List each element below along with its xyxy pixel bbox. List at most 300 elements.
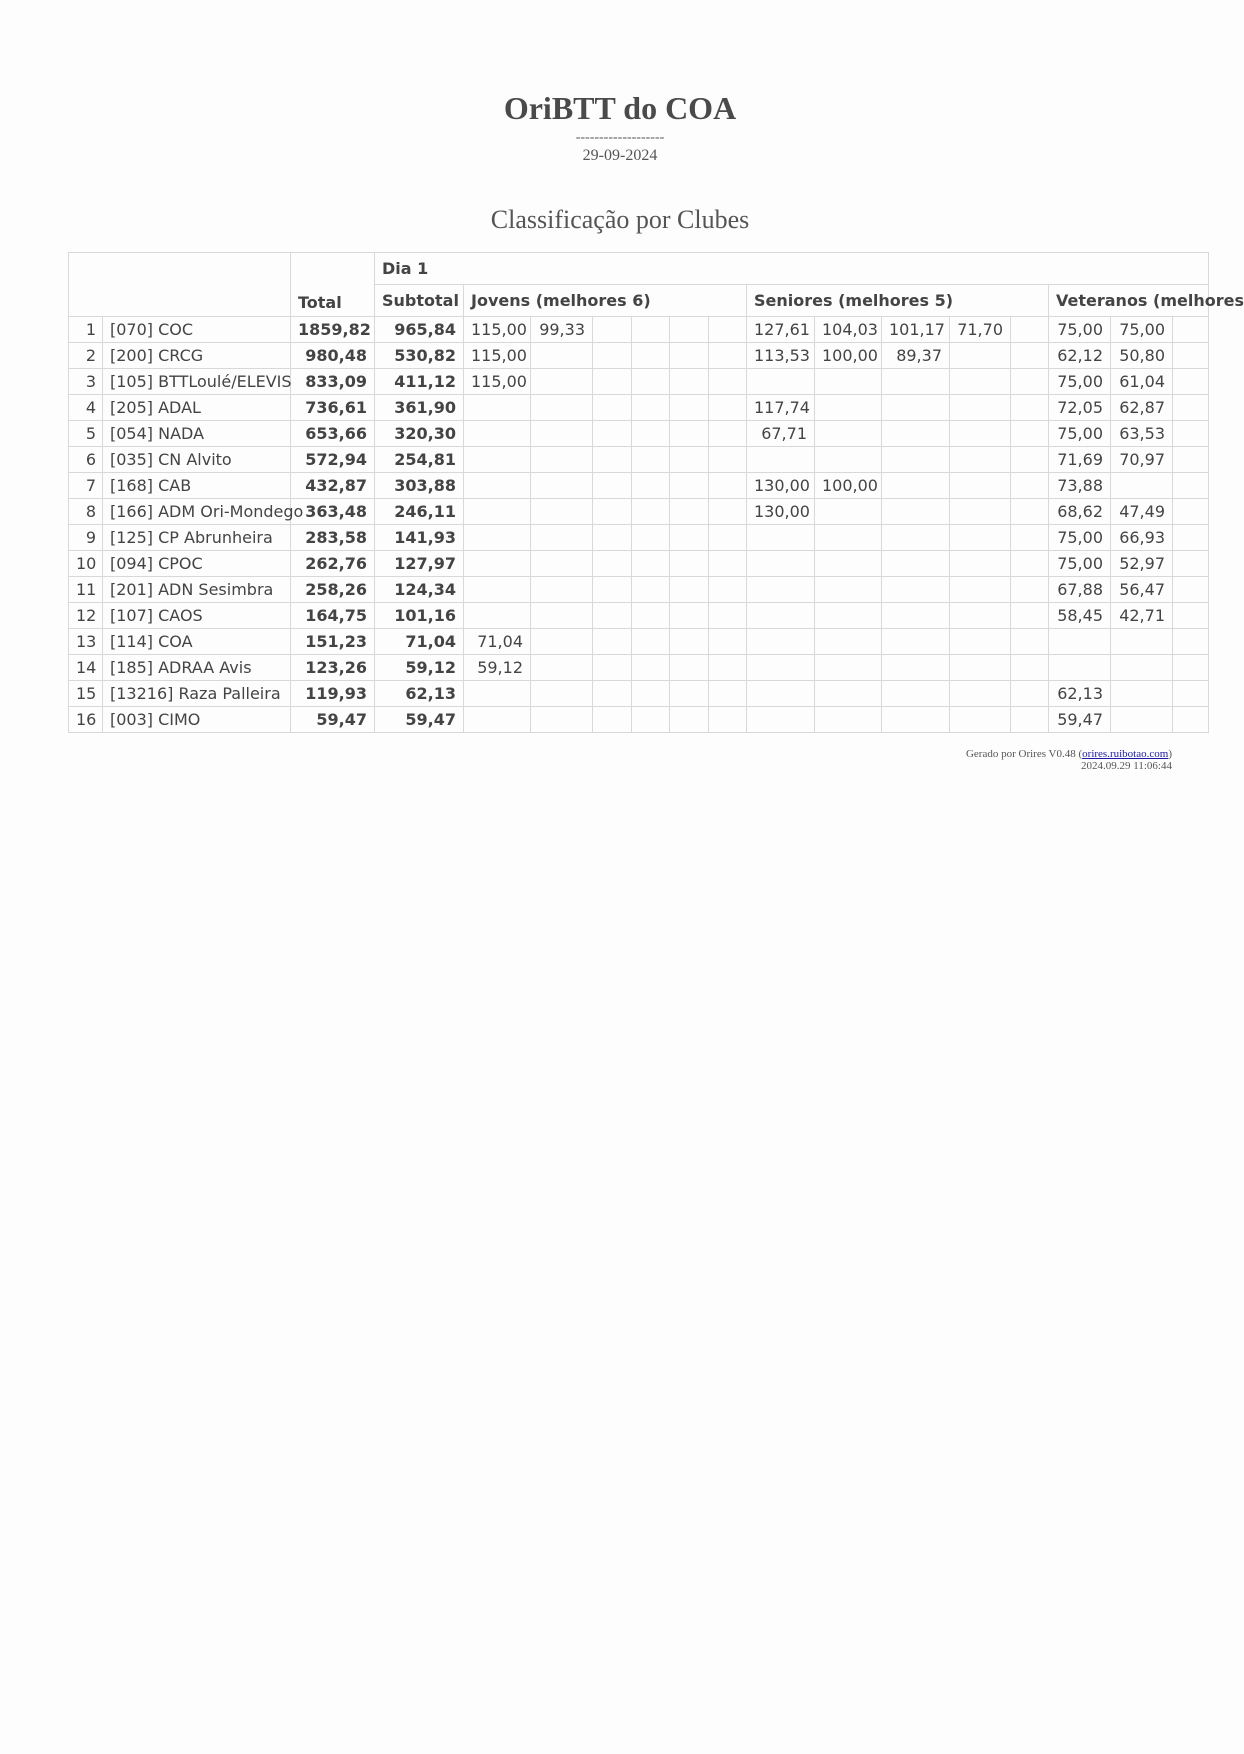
veteranos-score-cell: 73,88 [1049,473,1111,499]
veteranos-score-cell: 47,49 [1111,499,1173,525]
veteranos-extra-cell [1173,707,1209,733]
seniores-score-cell: 127,61 [747,317,815,343]
veteranos-score-cell: 68,62 [1049,499,1111,525]
jovens-score-cell [670,395,709,421]
jovens-score-cell [632,655,670,681]
generator-link[interactable]: orires.ruibotao.com [1082,748,1169,760]
seniores-score-cell [815,655,882,681]
subtotal-cell: 141,93 [375,525,464,551]
rank-cell: 2 [69,343,103,369]
seniores-score-cell [747,655,815,681]
jovens-score-cell [593,317,632,343]
table-row [69,499,1209,525]
veteranos-extra-cell [1173,603,1209,629]
jovens-score-cell [593,395,632,421]
veteranos-score-cell [1111,681,1173,707]
rank-cell: 3 [69,369,103,395]
table-row [69,629,1209,655]
veteranos-header: Veteranos (melhores [1049,285,1209,317]
jovens-score-cell [670,447,709,473]
veteranos-score-cell: 50,80 [1111,343,1173,369]
subtotal-cell: 965,84 [375,317,464,343]
jovens-score-cell [464,525,531,551]
table-row [69,317,1209,343]
veteranos-extra-cell [1173,369,1209,395]
veteranos-extra-cell [1173,629,1209,655]
rank-cell: 4 [69,395,103,421]
veteranos-score-cell: 58,45 [1049,603,1111,629]
club-cell: [114] COA [103,629,291,655]
seniores-score-cell [950,655,1011,681]
rank-cell: 10 [69,551,103,577]
jovens-score-cell [531,655,593,681]
rank-cell: 7 [69,473,103,499]
total-cell: 123,26 [291,655,375,681]
total-cell: 1859,82 [291,317,375,343]
subtotal-cell: 361,90 [375,395,464,421]
rank-cell: 8 [69,499,103,525]
total-header: Total [291,253,375,317]
table-row [69,577,1209,603]
jovens-score-cell [670,577,709,603]
seniores-score-cell [815,681,882,707]
rank-cell: 15 [69,681,103,707]
jovens-score-cell [670,369,709,395]
seniores-score-cell [882,369,950,395]
seniores-score-cell [950,421,1011,447]
total-cell: 363,48 [291,499,375,525]
total-cell: 833,09 [291,369,375,395]
seniores-score-cell: 100,00 [815,343,882,369]
jovens-score-cell [593,655,632,681]
jovens-score-cell [632,395,670,421]
seniores-score-cell [882,421,950,447]
jovens-score-cell: 115,00 [464,317,531,343]
club-cell: [105] BTTLoulé/ELEVIS [103,369,291,395]
total-cell: 980,48 [291,343,375,369]
seniores-score-cell [882,707,950,733]
page-title: OriBTT do COA [503,90,737,126]
seniores-score-cell: 130,00 [747,473,815,499]
jovens-score-cell [464,707,531,733]
jovens-score-cell [593,369,632,395]
jovens-score-cell [464,447,531,473]
subtotal-cell: 62,13 [375,681,464,707]
jovens-score-cell [709,421,747,447]
seniores-score-cell [950,343,1011,369]
rank-cell: 12 [69,603,103,629]
subtotal-cell: 303,88 [375,473,464,499]
total-cell: 736,61 [291,395,375,421]
title-separator: ------------------- [575,130,665,145]
seniores-score-cell [815,603,882,629]
jovens-score-cell [531,681,593,707]
seniores-score-cell [950,525,1011,551]
jovens-score-cell: 71,04 [464,629,531,655]
seniores-score-cell [1011,317,1049,343]
jovens-score-cell [531,499,593,525]
table-row [69,395,1209,421]
seniores-score-cell [950,629,1011,655]
rank-cell: 1 [69,317,103,343]
veteranos-extra-cell [1173,421,1209,447]
jovens-score-cell [632,473,670,499]
seniores-score-cell: 113,53 [747,343,815,369]
seniores-score-cell [882,655,950,681]
seniores-score-cell [882,577,950,603]
veteranos-score-cell: 75,00 [1049,421,1111,447]
veteranos-score-cell: 61,04 [1111,369,1173,395]
jovens-score-cell [593,343,632,369]
jovens-score-cell [531,551,593,577]
jovens-score-cell [632,447,670,473]
veteranos-score-cell: 56,47 [1111,577,1173,603]
jovens-score-cell [464,577,531,603]
veteranos-score-cell [1111,473,1173,499]
seniores-score-cell [1011,343,1049,369]
seniores-score-cell [747,577,815,603]
veteranos-score-cell [1111,707,1173,733]
veteranos-score-cell: 75,00 [1049,317,1111,343]
jovens-score-cell [531,447,593,473]
veteranos-extra-cell [1173,447,1209,473]
table-row [69,447,1209,473]
veteranos-extra-cell [1173,577,1209,603]
seniores-score-cell [747,707,815,733]
seniores-score-cell: 117,74 [747,395,815,421]
seniores-score-cell [1011,681,1049,707]
seniores-score-cell [1011,525,1049,551]
seniores-score-cell [747,369,815,395]
subtotal-cell: 254,81 [375,447,464,473]
seniores-score-cell: 67,71 [747,421,815,447]
jovens-score-cell [531,629,593,655]
seniores-score-cell [950,395,1011,421]
seniores-score-cell: 89,37 [882,343,950,369]
event-date: 29-09-2024 [582,147,658,164]
subtotal-cell: 411,12 [375,369,464,395]
jovens-score-cell [464,551,531,577]
jovens-score-cell [531,369,593,395]
jovens-score-cell [670,707,709,733]
seniores-score-cell [882,447,950,473]
jovens-score-cell [709,447,747,473]
seniores-score-cell [950,447,1011,473]
table-row [69,655,1209,681]
jovens-score-cell [709,551,747,577]
veteranos-score-cell [1111,629,1173,655]
jovens-score-cell [593,681,632,707]
jovens-score-cell [632,681,670,707]
club-cell: [13216] Raza Palleira [103,681,291,707]
jovens-score-cell [709,395,747,421]
seniores-score-cell [747,447,815,473]
seniores-score-cell [815,395,882,421]
seniores-score-cell [1011,499,1049,525]
jovens-score-cell [531,525,593,551]
club-cell: [070] COC [103,317,291,343]
seniores-score-cell [950,603,1011,629]
total-cell: 164,75 [291,603,375,629]
report-header [0,88,1240,166]
jovens-score-cell [593,577,632,603]
club-cell: [168] CAB [103,473,291,499]
jovens-score-cell [593,473,632,499]
seniores-score-cell [747,551,815,577]
veteranos-extra-cell [1173,499,1209,525]
jovens-score-cell [632,499,670,525]
day-header: Dia 1 [375,253,1209,285]
jovens-score-cell [531,603,593,629]
table-row [69,473,1209,499]
jovens-score-cell [593,447,632,473]
veteranos-extra-cell [1173,681,1209,707]
seniores-score-cell [882,499,950,525]
jovens-score-cell [670,525,709,551]
seniores-score-cell [1011,707,1049,733]
jovens-score-cell [670,603,709,629]
seniores-score-cell [882,629,950,655]
jovens-score-cell: 59,12 [464,655,531,681]
jovens-score-cell [709,369,747,395]
club-cell: [054] NADA [103,421,291,447]
jovens-score-cell [593,421,632,447]
jovens-score-cell [593,629,632,655]
seniores-header: Seniores (melhores 5) [747,285,1049,317]
seniores-score-cell [950,707,1011,733]
subtotal-cell: 59,47 [375,707,464,733]
subtotal-cell: 127,97 [375,551,464,577]
jovens-score-cell [632,421,670,447]
seniores-score-cell: 104,03 [815,317,882,343]
seniores-score-cell [815,629,882,655]
jovens-score-cell [593,707,632,733]
veteranos-score-cell: 62,87 [1111,395,1173,421]
seniores-score-cell [950,499,1011,525]
jovens-score-cell [531,473,593,499]
jovens-score-cell: 115,00 [464,343,531,369]
rank-cell: 16 [69,707,103,733]
jovens-header: Jovens (melhores 6) [464,285,747,317]
veteranos-score-cell: 42,71 [1111,603,1173,629]
seniores-score-cell [815,551,882,577]
total-cell: 59,47 [291,707,375,733]
club-cell: [166] ADM Ori-Mondego [103,499,291,525]
jovens-score-cell [709,525,747,551]
jovens-score-cell [464,681,531,707]
seniores-score-cell: 101,17 [882,317,950,343]
jovens-score-cell [670,629,709,655]
veteranos-score-cell: 75,00 [1049,525,1111,551]
veteranos-score-cell: 75,00 [1049,369,1111,395]
veteranos-score-cell: 66,93 [1111,525,1173,551]
seniores-score-cell [1011,395,1049,421]
rank-cell: 11 [69,577,103,603]
veteranos-extra-cell [1173,343,1209,369]
veteranos-score-cell: 52,97 [1111,551,1173,577]
veteranos-extra-cell [1173,317,1209,343]
seniores-score-cell [815,369,882,395]
veteranos-extra-cell [1173,551,1209,577]
seniores-score-cell [950,473,1011,499]
club-cell: [185] ADRAA Avis [103,655,291,681]
veteranos-score-cell [1049,655,1111,681]
rank-cell: 14 [69,655,103,681]
jovens-score-cell [593,499,632,525]
club-cell: [205] ADAL [103,395,291,421]
total-cell: 653,66 [291,421,375,447]
rank-cell: 5 [69,421,103,447]
jovens-score-cell [531,577,593,603]
total-cell: 432,87 [291,473,375,499]
seniores-score-cell: 71,70 [950,317,1011,343]
jovens-score-cell [531,421,593,447]
subtotal-cell: 124,34 [375,577,464,603]
table-row [69,551,1209,577]
veteranos-score-cell [1049,629,1111,655]
results-table [68,252,1244,733]
jovens-score-cell [531,707,593,733]
club-cell: [003] CIMO [103,707,291,733]
seniores-score-cell: 130,00 [747,499,815,525]
total-cell: 119,93 [291,681,375,707]
seniores-score-cell [1011,629,1049,655]
jovens-score-cell [632,629,670,655]
seniores-score-cell [1011,603,1049,629]
jovens-score-cell [670,343,709,369]
jovens-score-cell [709,655,747,681]
subtotal-cell: 59,12 [375,655,464,681]
results-table-container[interactable] [68,252,1244,733]
section-title: Classificação por Clubes [490,205,750,234]
jovens-score-cell: 115,00 [464,369,531,395]
jovens-score-cell [670,473,709,499]
table-row [69,707,1209,733]
generator-text: Gerado por Orires V0.48 ( [965,748,1083,760]
jovens-score-cell [709,317,747,343]
seniores-score-cell [882,473,950,499]
jovens-score-cell [632,317,670,343]
total-cell: 262,76 [291,551,375,577]
jovens-score-cell [593,525,632,551]
seniores-score-cell [815,499,882,525]
seniores-score-cell [747,603,815,629]
jovens-score-cell [632,343,670,369]
seniores-score-cell [815,525,882,551]
veteranos-score-cell: 59,47 [1049,707,1111,733]
total-cell: 572,94 [291,447,375,473]
club-cell: [201] ADN Sesimbra [103,577,291,603]
subtotal-header: Subtotal [375,285,464,317]
veteranos-score-cell: 62,13 [1049,681,1111,707]
subtotal-cell: 530,82 [375,343,464,369]
veteranos-score-cell: 62,12 [1049,343,1111,369]
total-cell: 258,26 [291,577,375,603]
veteranos-extra-cell [1173,525,1209,551]
subtotal-cell: 246,11 [375,499,464,525]
jovens-score-cell [531,395,593,421]
jovens-score-cell [709,499,747,525]
jovens-score-cell [632,551,670,577]
seniores-score-cell [1011,369,1049,395]
seniores-score-cell [1011,421,1049,447]
jovens-score-cell: 99,33 [531,317,593,343]
veteranos-score-cell: 75,00 [1111,317,1173,343]
seniores-score-cell [815,447,882,473]
veteranos-score-cell: 70,97 [1111,447,1173,473]
club-cell: [107] CAOS [103,603,291,629]
veteranos-extra-cell [1173,395,1209,421]
seniores-score-cell [882,681,950,707]
seniores-score-cell [1011,577,1049,603]
jovens-score-cell [632,603,670,629]
total-cell: 283,58 [291,525,375,551]
seniores-score-cell [950,577,1011,603]
veteranos-extra-cell [1173,655,1209,681]
jovens-score-cell [709,473,747,499]
total-cell: 151,23 [291,629,375,655]
jovens-score-cell [709,707,747,733]
table-row [69,421,1209,447]
seniores-score-cell [882,395,950,421]
seniores-score-cell [815,421,882,447]
seniores-score-cell [815,707,882,733]
jovens-score-cell [632,707,670,733]
seniores-score-cell [882,525,950,551]
jovens-score-cell [709,681,747,707]
club-cell: [035] CN Alvito [103,447,291,473]
jovens-score-cell [593,603,632,629]
jovens-score-cell [709,603,747,629]
jovens-score-cell [464,421,531,447]
seniores-score-cell [882,551,950,577]
rank-cell: 13 [69,629,103,655]
jovens-score-cell [593,551,632,577]
jovens-score-cell [464,473,531,499]
table-row [69,525,1209,551]
jovens-score-cell [670,317,709,343]
seniores-score-cell [882,603,950,629]
jovens-score-cell [709,629,747,655]
jovens-score-cell [464,395,531,421]
jovens-score-cell [670,421,709,447]
table-row [69,343,1209,369]
veteranos-extra-cell [1173,473,1209,499]
seniores-score-cell [1011,655,1049,681]
seniores-score-cell [747,681,815,707]
veteranos-score-cell: 63,53 [1111,421,1173,447]
jovens-score-cell [670,655,709,681]
jovens-score-cell [632,525,670,551]
veteranos-score-cell: 67,88 [1049,577,1111,603]
jovens-score-cell [709,343,747,369]
jovens-score-cell [670,499,709,525]
rank-cell: 9 [69,525,103,551]
subtotal-cell: 320,30 [375,421,464,447]
jovens-score-cell [464,603,531,629]
veteranos-score-cell: 72,05 [1049,395,1111,421]
seniores-score-cell [950,681,1011,707]
veteranos-score-cell: 71,69 [1049,447,1111,473]
seniores-score-cell [1011,447,1049,473]
jovens-score-cell [632,577,670,603]
seniores-score-cell [1011,473,1049,499]
jovens-score-cell [464,499,531,525]
table-row [69,681,1209,707]
club-cell: [200] CRCG [103,343,291,369]
generated-timestamp: 2024.09.29 11:06:44 [1081,760,1172,772]
veteranos-score-cell: 75,00 [1049,551,1111,577]
